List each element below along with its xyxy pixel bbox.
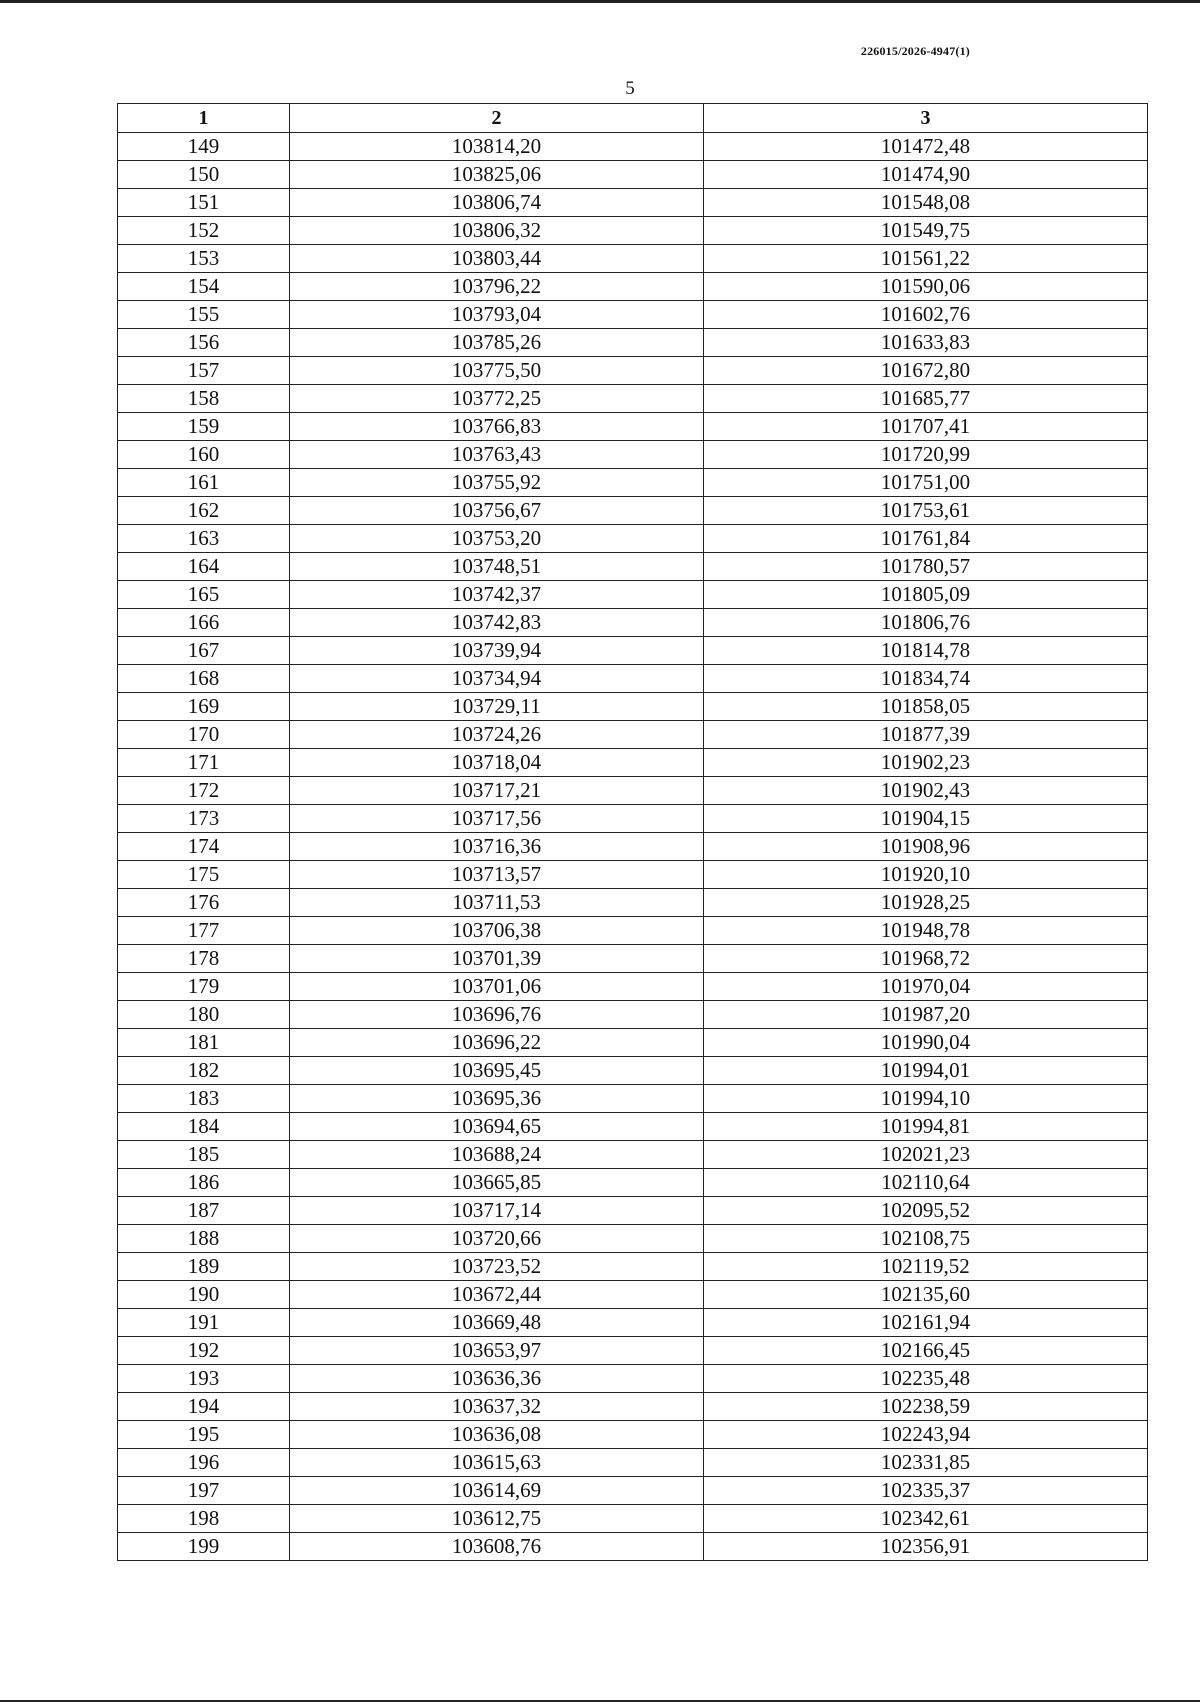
point-number-cell: 163 [118, 525, 290, 553]
column-header-2: 2 [290, 104, 704, 133]
x-coordinate-cell: 103755,92 [290, 469, 704, 497]
table-row [118, 1169, 1148, 1197]
y-coordinate-cell: 102135,60 [704, 1281, 1148, 1309]
y-coordinate-cell: 101780,57 [704, 553, 1148, 581]
table-row [118, 777, 1148, 805]
y-coordinate-cell: 102119,52 [704, 1253, 1148, 1281]
y-coordinate-cell: 102243,94 [704, 1421, 1148, 1449]
y-coordinate-cell: 102342,61 [704, 1505, 1148, 1533]
point-number-cell: 179 [118, 973, 290, 1001]
x-coordinate-cell: 103753,20 [290, 525, 704, 553]
point-number-cell: 195 [118, 1421, 290, 1449]
point-number-cell: 172 [118, 777, 290, 805]
point-number-cell: 187 [118, 1197, 290, 1225]
y-coordinate-cell: 102021,23 [704, 1141, 1148, 1169]
table-row [118, 1393, 1148, 1421]
table-header [118, 104, 1148, 133]
x-coordinate-cell: 103803,44 [290, 245, 704, 273]
table-row [118, 1141, 1148, 1169]
table-row [118, 1365, 1148, 1393]
y-coordinate-cell: 101602,76 [704, 301, 1148, 329]
point-number-cell: 177 [118, 917, 290, 945]
x-coordinate-cell: 103729,11 [290, 693, 704, 721]
table-row [118, 1057, 1148, 1085]
table-row [118, 1505, 1148, 1533]
x-coordinate-cell: 103669,48 [290, 1309, 704, 1337]
table-row [118, 1309, 1148, 1337]
x-coordinate-cell: 103711,53 [290, 889, 704, 917]
x-coordinate-cell: 103713,57 [290, 861, 704, 889]
y-coordinate-cell: 102335,37 [704, 1477, 1148, 1505]
x-coordinate-cell: 103825,06 [290, 161, 704, 189]
point-number-cell: 167 [118, 637, 290, 665]
point-number-cell: 193 [118, 1365, 290, 1393]
y-coordinate-cell: 101948,78 [704, 917, 1148, 945]
y-coordinate-cell: 101994,10 [704, 1085, 1148, 1113]
point-number-cell: 164 [118, 553, 290, 581]
y-coordinate-cell: 101761,84 [704, 525, 1148, 553]
table-row [118, 581, 1148, 609]
table-row [118, 1085, 1148, 1113]
x-coordinate-cell: 103614,69 [290, 1477, 704, 1505]
table-row [118, 1113, 1148, 1141]
x-coordinate-cell: 103612,75 [290, 1505, 704, 1533]
point-number-cell: 189 [118, 1253, 290, 1281]
x-coordinate-cell: 103665,85 [290, 1169, 704, 1197]
x-coordinate-cell: 103766,83 [290, 413, 704, 441]
x-coordinate-cell: 103701,06 [290, 973, 704, 1001]
y-coordinate-cell: 101561,22 [704, 245, 1148, 273]
table-row [118, 917, 1148, 945]
x-coordinate-cell: 103806,32 [290, 217, 704, 245]
table-row [118, 357, 1148, 385]
table-row [118, 1449, 1148, 1477]
point-number-cell: 159 [118, 413, 290, 441]
x-coordinate-cell: 103653,97 [290, 1337, 704, 1365]
y-coordinate-cell: 102166,45 [704, 1337, 1148, 1365]
point-number-cell: 188 [118, 1225, 290, 1253]
table-row [118, 945, 1148, 973]
table-row [118, 1477, 1148, 1505]
x-coordinate-cell: 103720,66 [290, 1225, 704, 1253]
y-coordinate-cell: 102238,59 [704, 1393, 1148, 1421]
y-coordinate-cell: 101834,74 [704, 665, 1148, 693]
point-number-cell: 165 [118, 581, 290, 609]
x-coordinate-cell: 103696,22 [290, 1029, 704, 1057]
point-number-cell: 171 [118, 749, 290, 777]
point-number-cell: 173 [118, 805, 290, 833]
y-coordinate-cell: 101474,90 [704, 161, 1148, 189]
y-coordinate-cell: 101548,08 [704, 189, 1148, 217]
x-coordinate-cell: 103695,45 [290, 1057, 704, 1085]
x-coordinate-cell: 103742,83 [290, 609, 704, 637]
coordinates-table [117, 103, 1148, 1561]
table-row [118, 189, 1148, 217]
point-number-cell: 190 [118, 1281, 290, 1309]
x-coordinate-cell: 103636,08 [290, 1421, 704, 1449]
y-coordinate-cell: 101549,75 [704, 217, 1148, 245]
table-row [118, 469, 1148, 497]
point-number-cell: 153 [118, 245, 290, 273]
y-coordinate-cell: 101806,76 [704, 609, 1148, 637]
x-coordinate-cell: 103724,26 [290, 721, 704, 749]
y-coordinate-cell: 101994,81 [704, 1113, 1148, 1141]
point-number-cell: 170 [118, 721, 290, 749]
table-row [118, 1197, 1148, 1225]
x-coordinate-cell: 103695,36 [290, 1085, 704, 1113]
x-coordinate-cell: 103806,74 [290, 189, 704, 217]
point-number-cell: 185 [118, 1141, 290, 1169]
point-number-cell: 157 [118, 357, 290, 385]
x-coordinate-cell: 103796,22 [290, 273, 704, 301]
x-coordinate-cell: 103739,94 [290, 637, 704, 665]
table-row [118, 833, 1148, 861]
document-number: 226015/2026-4947(1) [860, 44, 970, 58]
x-coordinate-cell: 103775,50 [290, 357, 704, 385]
point-number-cell: 183 [118, 1085, 290, 1113]
x-coordinate-cell: 103706,38 [290, 917, 704, 945]
table-row [118, 161, 1148, 189]
top-border-line [0, 0, 1200, 3]
y-coordinate-cell: 101994,01 [704, 1057, 1148, 1085]
y-coordinate-cell: 102235,48 [704, 1365, 1148, 1393]
point-number-cell: 181 [118, 1029, 290, 1057]
point-number-cell: 194 [118, 1393, 290, 1421]
x-coordinate-cell: 103793,04 [290, 301, 704, 329]
x-coordinate-cell: 103756,67 [290, 497, 704, 525]
table-row [118, 1337, 1148, 1365]
point-number-cell: 192 [118, 1337, 290, 1365]
y-coordinate-cell: 101920,10 [704, 861, 1148, 889]
table-row [118, 1281, 1148, 1309]
point-number-cell: 178 [118, 945, 290, 973]
y-coordinate-cell: 101814,78 [704, 637, 1148, 665]
table-row [118, 245, 1148, 273]
table-row [118, 133, 1148, 161]
table-row [118, 273, 1148, 301]
table-row [118, 805, 1148, 833]
y-coordinate-cell: 101968,72 [704, 945, 1148, 973]
point-number-cell: 180 [118, 1001, 290, 1029]
point-number-cell: 154 [118, 273, 290, 301]
y-coordinate-cell: 102110,64 [704, 1169, 1148, 1197]
x-coordinate-cell: 103717,14 [290, 1197, 704, 1225]
y-coordinate-cell: 101753,61 [704, 497, 1148, 525]
table-row [118, 413, 1148, 441]
table-row [118, 1253, 1148, 1281]
y-coordinate-cell: 101904,15 [704, 805, 1148, 833]
y-coordinate-cell: 102331,85 [704, 1449, 1148, 1477]
y-coordinate-cell: 101590,06 [704, 273, 1148, 301]
y-coordinate-cell: 101902,43 [704, 777, 1148, 805]
table-row [118, 525, 1148, 553]
point-number-cell: 182 [118, 1057, 290, 1085]
y-coordinate-cell: 101987,20 [704, 1001, 1148, 1029]
y-coordinate-cell: 101720,99 [704, 441, 1148, 469]
y-coordinate-cell: 102161,94 [704, 1309, 1148, 1337]
point-number-cell: 160 [118, 441, 290, 469]
point-number-cell: 166 [118, 609, 290, 637]
table-row [118, 1225, 1148, 1253]
x-coordinate-cell: 103814,20 [290, 133, 704, 161]
column-header-3: 3 [704, 104, 1148, 133]
point-number-cell: 174 [118, 833, 290, 861]
y-coordinate-cell: 101633,83 [704, 329, 1148, 357]
table-row [118, 693, 1148, 721]
table-row [118, 497, 1148, 525]
point-number-cell: 197 [118, 1477, 290, 1505]
y-coordinate-cell: 101928,25 [704, 889, 1148, 917]
x-coordinate-cell: 103615,63 [290, 1449, 704, 1477]
x-coordinate-cell: 103694,65 [290, 1113, 704, 1141]
x-coordinate-cell: 103636,36 [290, 1365, 704, 1393]
point-number-cell: 198 [118, 1505, 290, 1533]
table-row [118, 553, 1148, 581]
point-number-cell: 156 [118, 329, 290, 357]
table-row [118, 385, 1148, 413]
y-coordinate-cell: 102095,52 [704, 1197, 1148, 1225]
y-coordinate-cell: 101970,04 [704, 973, 1148, 1001]
x-coordinate-cell: 103718,04 [290, 749, 704, 777]
y-coordinate-cell: 101672,80 [704, 357, 1148, 385]
x-coordinate-cell: 103785,26 [290, 329, 704, 357]
table-row [118, 861, 1148, 889]
x-coordinate-cell: 103723,52 [290, 1253, 704, 1281]
x-coordinate-cell: 103717,21 [290, 777, 704, 805]
table-body [118, 133, 1148, 1561]
table-row [118, 1001, 1148, 1029]
y-coordinate-cell: 101685,77 [704, 385, 1148, 413]
point-number-cell: 162 [118, 497, 290, 525]
x-coordinate-cell: 103734,94 [290, 665, 704, 693]
table-row [118, 609, 1148, 637]
y-coordinate-cell: 101877,39 [704, 721, 1148, 749]
x-coordinate-cell: 103701,39 [290, 945, 704, 973]
point-number-cell: 158 [118, 385, 290, 413]
bottom-border-line [0, 1700, 1200, 1702]
y-coordinate-cell: 101707,41 [704, 413, 1148, 441]
x-coordinate-cell: 103717,56 [290, 805, 704, 833]
point-number-cell: 199 [118, 1533, 290, 1561]
x-coordinate-cell: 103716,36 [290, 833, 704, 861]
table-row [118, 1421, 1148, 1449]
page-number: 5 [625, 78, 635, 99]
point-number-cell: 169 [118, 693, 290, 721]
header-row [118, 104, 1148, 133]
x-coordinate-cell: 103672,44 [290, 1281, 704, 1309]
y-coordinate-cell: 101908,96 [704, 833, 1148, 861]
point-number-cell: 168 [118, 665, 290, 693]
x-coordinate-cell: 103688,24 [290, 1141, 704, 1169]
point-number-cell: 151 [118, 189, 290, 217]
x-coordinate-cell: 103608,76 [290, 1533, 704, 1561]
point-number-cell: 150 [118, 161, 290, 189]
table-row [118, 441, 1148, 469]
x-coordinate-cell: 103763,43 [290, 441, 704, 469]
point-number-cell: 186 [118, 1169, 290, 1197]
table-row [118, 749, 1148, 777]
x-coordinate-cell: 103696,76 [290, 1001, 704, 1029]
y-coordinate-cell: 102108,75 [704, 1225, 1148, 1253]
point-number-cell: 184 [118, 1113, 290, 1141]
point-number-cell: 191 [118, 1309, 290, 1337]
table-row [118, 329, 1148, 357]
table-row [118, 1029, 1148, 1057]
table-row [118, 721, 1148, 749]
y-coordinate-cell: 101751,00 [704, 469, 1148, 497]
table-row [118, 665, 1148, 693]
y-coordinate-cell: 101858,05 [704, 693, 1148, 721]
column-header-1: 1 [118, 104, 290, 133]
y-coordinate-cell: 101990,04 [704, 1029, 1148, 1057]
y-coordinate-cell: 101805,09 [704, 581, 1148, 609]
point-number-cell: 176 [118, 889, 290, 917]
table-row [118, 637, 1148, 665]
table-row [118, 217, 1148, 245]
point-number-cell: 152 [118, 217, 290, 245]
x-coordinate-cell: 103772,25 [290, 385, 704, 413]
x-coordinate-cell: 103637,32 [290, 1393, 704, 1421]
point-number-cell: 196 [118, 1449, 290, 1477]
table-row [118, 889, 1148, 917]
x-coordinate-cell: 103742,37 [290, 581, 704, 609]
y-coordinate-cell: 102356,91 [704, 1533, 1148, 1561]
table-row [118, 301, 1148, 329]
x-coordinate-cell: 103748,51 [290, 553, 704, 581]
y-coordinate-cell: 101472,48 [704, 133, 1148, 161]
y-coordinate-cell: 101902,23 [704, 749, 1148, 777]
table-row [118, 973, 1148, 1001]
point-number-cell: 149 [118, 133, 290, 161]
point-number-cell: 175 [118, 861, 290, 889]
point-number-cell: 155 [118, 301, 290, 329]
point-number-cell: 161 [118, 469, 290, 497]
table-row [118, 1533, 1148, 1561]
